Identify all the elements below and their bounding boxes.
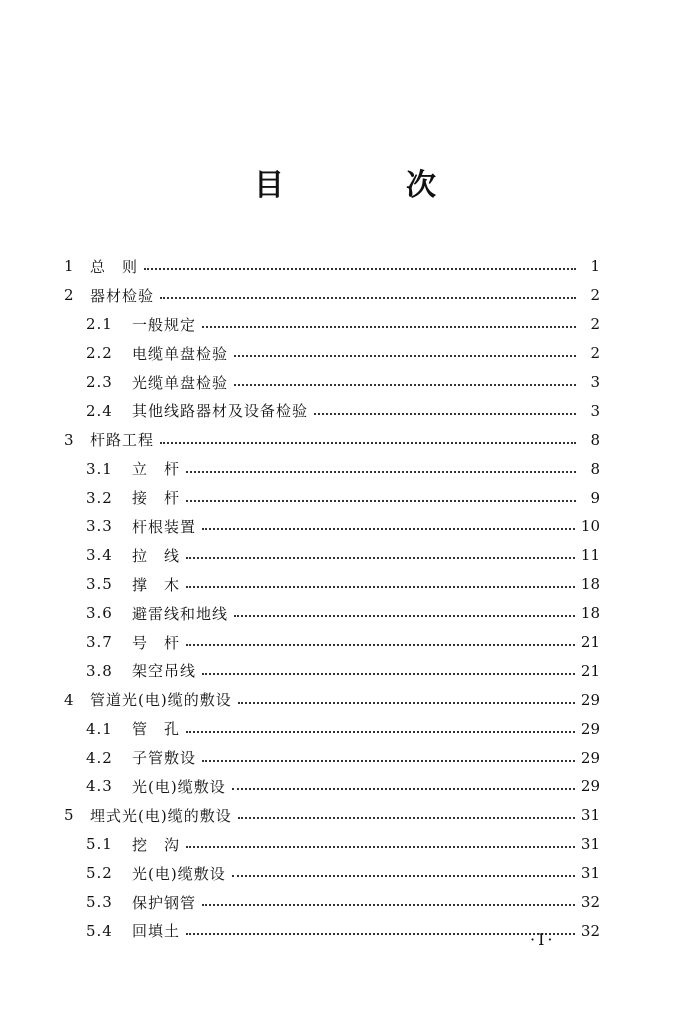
toc-entry-number: 5.1 (86, 835, 113, 854)
toc-leader-dots (234, 355, 576, 357)
toc-entry[interactable] (64, 252, 600, 281)
toc-entry-page: 2 (590, 344, 600, 363)
toc-entry-page: 8 (590, 459, 600, 478)
toc-entry-title: 保护钢管 (132, 893, 197, 912)
toc-entry-number: 5.4 (86, 921, 113, 940)
toc-entry-title: 器材检验 (90, 286, 155, 305)
toc-leader-dots (186, 731, 575, 733)
toc-leader-dots (186, 471, 576, 473)
toc-entry-number: 3.4 (86, 546, 113, 565)
toc-leader-dots (234, 384, 576, 386)
toc-entry-number: 1 (64, 257, 74, 276)
toc-entry-title: 管 孔 (132, 720, 181, 739)
toc-entry-page: 3 (590, 401, 600, 420)
toc-entry[interactable] (64, 772, 600, 801)
toc-entry[interactable] (64, 714, 600, 743)
toc-entry-number: 3.7 (86, 633, 113, 652)
toc-entry[interactable] (64, 541, 600, 570)
toc-entry-title: 子管敷设 (132, 749, 197, 768)
toc-leader-dots (202, 760, 575, 762)
toc-entry-page: 29 (580, 777, 600, 796)
toc-entry-page: 3 (590, 373, 600, 391)
toc-entry-title: 埋式光(电)缆的敷设 (90, 806, 232, 825)
toc-entry[interactable] (64, 368, 600, 397)
toc-entry-title: 光(电)缆敷设 (132, 777, 226, 796)
toc-entry-number: 3.8 (86, 661, 113, 680)
toc-entry-page: 32 (580, 921, 600, 940)
toc-entry-title: 总 则 (90, 257, 139, 276)
toc-leader-dots (202, 326, 576, 328)
toc-leader-dots (202, 904, 575, 906)
toc-list (64, 252, 600, 945)
toc-entry-title: 电缆单盘检验 (132, 344, 229, 363)
toc-entry-number: 4.1 (86, 719, 113, 738)
toc-entry-number: 3.2 (86, 488, 113, 507)
toc-entry-title: 管道光(电)缆的敷设 (90, 691, 232, 710)
toc-leader-dots (160, 442, 576, 444)
toc-entry-page: 31 (580, 835, 600, 854)
toc-entry[interactable] (64, 396, 600, 425)
toc-entry-title: 避雷线和地线 (132, 604, 229, 623)
toc-entry-page: 32 (580, 893, 600, 912)
toc-entry-number: 5.3 (86, 893, 113, 912)
toc-entry-number: 2.3 (86, 373, 113, 391)
toc-entry-page: 29 (580, 748, 600, 767)
toc-leader-dots (202, 528, 575, 530)
toc-entry[interactable] (64, 830, 600, 859)
toc-entry-number: 2.1 (86, 315, 113, 334)
toc-entry-page: 31 (580, 806, 600, 825)
toc-entry-title: 其他线路器材及设备检验 (132, 402, 309, 421)
toc-leader-dots (232, 788, 575, 790)
toc-entry[interactable] (64, 599, 600, 628)
toc-leader-dots (238, 817, 575, 819)
toc-entry[interactable] (64, 339, 600, 368)
toc-entry-title: 回填土 (132, 922, 181, 941)
toc-entry-number: 4 (64, 690, 74, 709)
toc-entry-number: 3 (64, 430, 74, 449)
toc-leader-dots (186, 557, 575, 559)
toc-entry-number: 4.3 (86, 777, 113, 796)
toc-entry[interactable] (64, 570, 600, 599)
toc-entry-number: 3.3 (86, 517, 113, 536)
toc-leader-dots (144, 268, 576, 270)
toc-leader-dots (186, 644, 575, 646)
toc-entry-title: 光缆单盘检验 (132, 373, 229, 392)
toc-entry-title: 接 杆 (132, 489, 181, 508)
toc-entry[interactable] (64, 859, 600, 888)
toc-entry-page: 21 (580, 661, 600, 680)
toc-entry-title: 立 杆 (132, 460, 181, 479)
toc-entry-number: 2.2 (86, 344, 113, 363)
toc-entry[interactable] (64, 628, 600, 657)
toc-entry-page: 21 (580, 633, 600, 652)
toc-leader-dots (234, 615, 575, 617)
toc-entry-title: 拉 线 (132, 546, 181, 565)
toc-leader-dots (186, 586, 575, 588)
toc-entry-title: 撑 木 (132, 575, 181, 594)
toc-leader-dots (160, 297, 576, 299)
toc-entry-page: 8 (590, 430, 600, 449)
toc-entry[interactable] (64, 743, 600, 772)
toc-entry-title: 杆路工程 (90, 431, 155, 450)
toc-leader-dots (186, 933, 575, 935)
toc-entry-title: 杆根装置 (132, 517, 197, 536)
toc-entry-number: 5 (64, 806, 74, 825)
toc-entry[interactable] (64, 454, 600, 483)
toc-entry[interactable] (64, 801, 600, 830)
toc-entry[interactable] (64, 281, 600, 310)
toc-entry[interactable] (64, 888, 600, 917)
toc-leader-dots (238, 702, 575, 704)
page-title: 目 次 (254, 168, 482, 203)
toc-entry-title: 一般规定 (132, 315, 197, 334)
toc-entry-page: 1 (590, 257, 600, 276)
toc-entry-number: 3.1 (86, 459, 113, 478)
toc-entry-title: 号 杆 (132, 633, 181, 652)
toc-entry-number: 4.2 (86, 748, 113, 767)
toc-leader-dots (202, 673, 575, 675)
toc-leader-dots (186, 846, 575, 848)
toc-entry-number: 5.2 (86, 864, 113, 883)
toc-entry-page: 29 (580, 719, 600, 738)
toc-entry-title: 挖 沟 (132, 835, 181, 854)
toc-entry-title: 架空吊线 (132, 662, 197, 681)
toc-entry[interactable] (64, 512, 600, 541)
toc-entry[interactable] (64, 425, 600, 454)
toc-entry-number: 2 (64, 286, 74, 305)
toc-entry[interactable] (64, 483, 600, 512)
toc-entry-page: 18 (580, 604, 600, 623)
toc-leader-dots (314, 413, 576, 415)
toc-entry-page: 2 (590, 315, 600, 334)
toc-leader-dots (232, 875, 575, 877)
toc-entry-number: 3.5 (86, 575, 113, 594)
toc-entry-page: 2 (590, 286, 600, 305)
toc-leader-dots (186, 500, 576, 502)
toc-entry-page: 18 (580, 575, 600, 594)
toc-entry[interactable] (64, 310, 600, 339)
toc-entry-page: 31 (580, 864, 600, 883)
toc-entry[interactable] (64, 656, 600, 685)
page-number-footer: ·Ⅰ· (530, 930, 556, 949)
toc-entry[interactable] (64, 685, 600, 714)
toc-entry-title: 光(电)缆敷设 (132, 864, 226, 883)
toc-entry-page: 9 (590, 488, 600, 507)
toc-entry-page: 29 (580, 690, 600, 709)
toc-entry[interactable] (64, 916, 600, 945)
toc-entry-number: 2.4 (86, 401, 113, 420)
toc-entry-page: 10 (580, 517, 600, 536)
toc-entry-number: 3.6 (86, 604, 113, 623)
toc-entry-page: 11 (580, 546, 600, 565)
